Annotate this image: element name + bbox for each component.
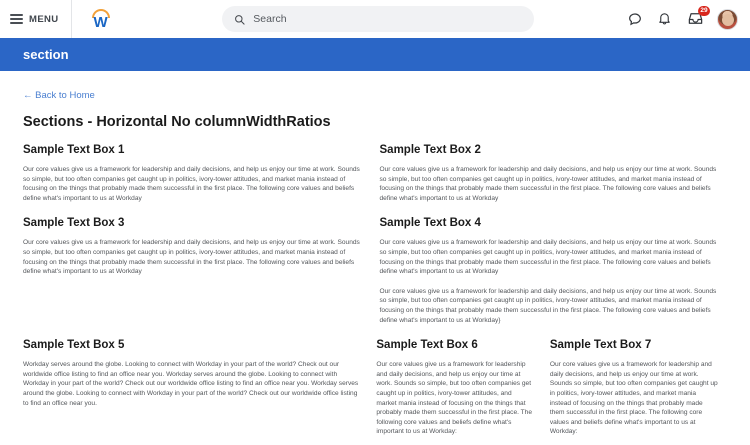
search-input[interactable]	[222, 6, 534, 32]
text-box-7-title: Sample Text Box 7	[549, 339, 652, 352]
page-title: Sections - Horizontal No columnWidthRatios	[23, 114, 331, 130]
global-header	[0, 0, 750, 38]
logo-letter: W	[93, 14, 108, 31]
text-box-4-paragraph-2: Our core values give us a framework for leadership and daily decisions, and help us enjoy our time at work. Sounds so simple, but too often companies get caught up in politics, ivory-tower attitudes, and market mania instead of focusing on the things that probably made them successful in the first place. The following core values and beliefs define what's important to us at Workday}	[379, 287, 717, 324]
header-icon-group	[627, 9, 750, 30]
text-box-1-paragraph: Our core values give us a framework for leadership and daily decisions, and help us enjoy our time at work. Sounds so simple, but too often companies get caught up in politics, ivory-tower attitudes, and market mania instead of focusing on the things that probably made them successful in the first place. The following core values and beliefs define what's important to us at Workday	[23, 166, 360, 202]
hamburger-icon	[10, 14, 23, 24]
text-box-3	[23, 217, 380, 325]
text-box-5	[23, 339, 376, 437]
text-box-3-paragraph: Our core values give us a framework for leadership and daily decisions, and help us enjoy our time at work. Sounds so simple, but too often companies get caught up in politics, ivory-tower attitudes, and market mania instead of focusing on the things that probably made them successful in the first place. The following core values and beliefs define what's important to us at Workday	[23, 239, 360, 276]
menu-button[interactable]	[0, 0, 71, 38]
inbox-badge: 29	[698, 6, 710, 16]
page-content	[0, 71, 750, 445]
text-box-4-title: Sample Text Box 4	[379, 217, 481, 230]
section-title: section	[23, 47, 69, 62]
text-box-2-title: Sample Text Box 2	[379, 144, 481, 156]
section-row-1	[23, 144, 736, 217]
back-to-home-link[interactable]: ← Back to Home	[23, 90, 95, 101]
text-box-7-paragraph: Our core values give us a framework for leadership and daily decisions, and help us enjoy our time at work. Sounds so simple, but too often companies get caught up in politics, ivory-tower attitudes, and market mania instead of focusing on the things that probably made them successful in the first place. The following core values and beliefs define what's important to us at Workday:	[549, 361, 718, 436]
text-box-1-title: Sample Text Box 1	[23, 144, 125, 156]
text-box-3-title: Sample Text Box 3	[23, 217, 125, 230]
text-box-4-paragraph-1: Our core values give us a framework for leadership and daily decisions, and help us enjoy our time at work. Sounds so simple, but too often companies get caught up in politics, ivory-tower attitudes, and market mania instead of focusing on the things that probably made them successful in the first place. The following core values and beliefs define what's important to us at Workday	[379, 239, 717, 276]
search-icon	[234, 14, 245, 25]
text-box-2-paragraph: Our core values give us a framework for leadership and daily decisions, and help us enjoy our time at work. Sounds so simple, but too often companies get caught up in politics, ivory-tower attitudes, and market mania instead of focusing on the things that probably made them successful in the first place. The following core values and beliefs define what's important to us at Workday	[379, 166, 717, 202]
section-row-2	[23, 217, 736, 339]
text-box-1	[23, 144, 380, 203]
text-box-6-paragraph: Our core values give us a framework for leadership and daily decisions, and help us enjoy our time at work. Sounds so simple, but too often companies get caught up in politics, ivory-tower attitudes, and market mania instead of focusing on the things that probably made them successful in the first place. The following core values and beliefs define what's important to us at Workday:	[376, 361, 533, 436]
search-container	[130, 6, 627, 32]
menu-button-label: MENU	[29, 13, 59, 25]
text-box-4	[380, 217, 737, 325]
search-placeholder: Search	[253, 13, 287, 25]
text-box-5-title: Sample Text Box 5	[23, 339, 125, 352]
section-row-3	[23, 339, 736, 445]
text-box-7	[550, 339, 736, 437]
inbox-tray-icon[interactable]	[687, 7, 708, 27]
text-box-5-paragraph: Workday serves around the globe. Looking to connect with Workday in your part of the world? Check out our worldwide office listing to find an office near you. Workday serves around the globe. Looking to connect with Workday in your part of the world? Check out our worldwide office listing to find an office near you. Workday serves around the globe. Looking to connect with Workday in your part of the world? Check out our worldwide office listing to find an office near you.	[23, 361, 359, 407]
text-box-2	[380, 144, 737, 203]
workday-logo[interactable]	[72, 0, 130, 38]
text-box-6-title: Sample Text Box 6	[376, 339, 478, 352]
bell-icon[interactable]	[657, 11, 673, 27]
chat-bubble-icon[interactable]	[627, 11, 643, 27]
section-band	[0, 38, 750, 71]
avatar[interactable]	[717, 9, 738, 30]
text-box-6	[376, 339, 549, 437]
